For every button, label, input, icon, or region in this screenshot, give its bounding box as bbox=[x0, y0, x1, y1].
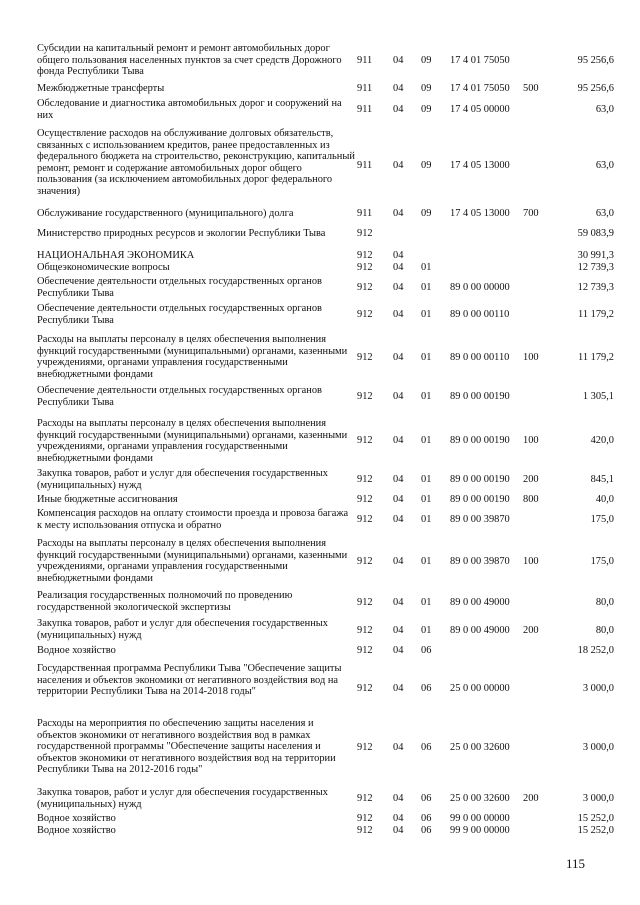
row-rz: 04 bbox=[393, 282, 404, 293]
row-csr: 89 0 00 00110 bbox=[450, 309, 510, 320]
row-rz: 04 bbox=[393, 742, 404, 753]
row-name: Осуществление расходов на обслуживание долговых обязательств, связанных с использованием кредитов, ранее предоставленных из федерального бюджета на строительство, реконструкцию, капитальный ремонт, ремонт и содержание автомобильных дорог общего пользования (за исключением автомобильных дорог федерального значения) bbox=[37, 128, 355, 197]
row-grbs: 912 bbox=[357, 514, 373, 525]
row-rz: 04 bbox=[393, 262, 404, 273]
row-name: Расходы на выплаты персоналу в целях обеспечения выполнения функций государственными (муниципальными) органами, казенными учреждениями, органами управления государственными внебюджетными фондами bbox=[37, 538, 348, 584]
row-grbs: 912 bbox=[357, 742, 373, 753]
row-sum: 12 739,3 bbox=[577, 282, 614, 293]
row-name: Водное хозяйство bbox=[37, 813, 116, 824]
row-name: Обслуживание государственного (муниципального) долга bbox=[37, 208, 294, 219]
row-csr: 17 4 05 13000 bbox=[450, 208, 510, 219]
row-csr: 25 0 00 32600 bbox=[450, 742, 510, 753]
row-grbs: 911 bbox=[357, 83, 373, 94]
row-sum: 30 991,3 bbox=[577, 250, 614, 261]
row-grbs: 912 bbox=[357, 262, 373, 273]
row-name: Субсидии на капитальный ремонт и ремонт автомобильных дорог общего пользования населенных пунктов за счет средств Дорожного фонда Республики Тыва bbox=[37, 43, 342, 77]
row-name: Расходы на мероприятия по обеспечению защиты населения и объектов экономики от негативного воздействия вод в рамках государственной программы "Обеспечение защиты населения и объектов экономики от негативного воздействия вод на территории Республики Тыва на 2012-2016 годы" bbox=[37, 718, 336, 775]
row-vr: 700 bbox=[523, 208, 539, 219]
row-grbs: 912 bbox=[357, 435, 373, 446]
row-csr: 17 4 05 00000 bbox=[450, 104, 510, 115]
row-pr: 01 bbox=[421, 625, 432, 636]
row-rz: 04 bbox=[393, 825, 404, 836]
row-pr: 09 bbox=[421, 160, 432, 171]
row-grbs: 912 bbox=[357, 228, 373, 239]
row-csr: 17 4 01 75050 bbox=[450, 55, 510, 66]
row-csr: 89 0 00 49000 bbox=[450, 625, 510, 636]
row-rz: 04 bbox=[393, 250, 404, 261]
row-csr: 89 0 00 39870 bbox=[450, 556, 510, 567]
row-grbs: 912 bbox=[357, 352, 373, 363]
row-sum: 3 000,0 bbox=[582, 683, 614, 694]
row-sum: 40,0 bbox=[595, 494, 614, 505]
row-grbs: 912 bbox=[357, 391, 373, 402]
row-sum: 845,1 bbox=[590, 474, 614, 485]
row-grbs: 912 bbox=[357, 813, 373, 824]
row-rz: 04 bbox=[393, 55, 404, 66]
row-csr: 89 0 00 00190 bbox=[450, 474, 510, 485]
row-rz: 04 bbox=[393, 793, 404, 804]
row-sum: 175,0 bbox=[590, 556, 614, 567]
row-sum: 420,0 bbox=[590, 435, 614, 446]
row-pr: 01 bbox=[421, 282, 432, 293]
row-pr: 09 bbox=[421, 83, 432, 94]
row-csr: 89 0 00 00190 bbox=[450, 391, 510, 402]
row-pr: 01 bbox=[421, 556, 432, 567]
row-pr: 01 bbox=[421, 597, 432, 608]
row-grbs: 912 bbox=[357, 282, 373, 293]
row-vr: 200 bbox=[523, 793, 539, 804]
row-grbs: 912 bbox=[357, 597, 373, 608]
row-name: Реализация государственных полномочий по проведению государственной экологической экспертизы bbox=[37, 590, 293, 613]
row-grbs: 912 bbox=[357, 250, 373, 261]
row-name: Водное хозяйство bbox=[37, 825, 116, 836]
row-vr: 100 bbox=[523, 352, 539, 363]
row-name: Общеэкономические вопросы bbox=[37, 262, 170, 273]
row-grbs: 912 bbox=[357, 645, 373, 656]
row-sum: 63,0 bbox=[595, 160, 614, 171]
row-csr: 17 4 05 13000 bbox=[450, 160, 510, 171]
row-pr: 01 bbox=[421, 309, 432, 320]
row-grbs: 912 bbox=[357, 474, 373, 485]
row-sum: 63,0 bbox=[595, 208, 614, 219]
row-pr: 06 bbox=[421, 683, 432, 694]
row-sum: 175,0 bbox=[590, 514, 614, 525]
row-name: Государственная программа Республики Тыва "Обеспечение защиты населения и объектов экономики от негативного воздействия вод на территории Республики Тыва на 2014-2018 годы" bbox=[37, 663, 342, 697]
row-sum: 3 000,0 bbox=[582, 793, 614, 804]
row-sum: 15 252,0 bbox=[577, 813, 614, 824]
row-sum: 11 179,2 bbox=[578, 352, 614, 363]
row-csr: 99 0 00 00000 bbox=[450, 813, 510, 824]
row-rz: 04 bbox=[393, 309, 404, 320]
row-vr: 100 bbox=[523, 556, 539, 567]
row-grbs: 911 bbox=[357, 208, 373, 219]
row-name: Компенсация расходов на оплату стоимости проезда и провоза багажа к месту использования отпуска и обратно bbox=[37, 508, 349, 531]
row-sum: 15 252,0 bbox=[577, 825, 614, 836]
row-rz: 04 bbox=[393, 208, 404, 219]
row-csr: 89 0 00 39870 bbox=[450, 514, 510, 525]
row-pr: 06 bbox=[421, 793, 432, 804]
row-vr: 800 bbox=[523, 494, 539, 505]
row-name: Обеспечение деятельности отдельных государственных органов Республики Тыва bbox=[37, 385, 322, 408]
row-grbs: 911 bbox=[357, 55, 373, 66]
row-name: Обеспечение деятельности отдельных государственных органов Республики Тыва bbox=[37, 303, 322, 326]
row-grbs: 912 bbox=[357, 309, 373, 320]
row-name: Иные бюджетные ассигнования bbox=[37, 494, 178, 505]
row-pr: 01 bbox=[421, 262, 432, 273]
row-rz: 04 bbox=[393, 556, 404, 567]
row-csr: 89 0 00 49000 bbox=[450, 597, 510, 608]
row-name: Межбюджетные трансферты bbox=[37, 83, 165, 94]
row-name: Расходы на выплаты персоналу в целях обеспечения выполнения функций государственными (муниципальными) органами, казенными учреждениями, органами управления государственными внебюджетными фондами bbox=[37, 334, 348, 380]
row-csr: 89 0 00 00190 bbox=[450, 435, 510, 446]
row-csr: 25 0 00 32600 bbox=[450, 793, 510, 804]
row-pr: 01 bbox=[421, 494, 432, 505]
row-grbs: 912 bbox=[357, 556, 373, 567]
row-name: Закупка товаров, работ и услуг для обеспечения государственных (муниципальных) нужд bbox=[37, 468, 328, 491]
row-rz: 04 bbox=[393, 83, 404, 94]
row-rz: 04 bbox=[393, 391, 404, 402]
row-grbs: 912 bbox=[357, 494, 373, 505]
row-name: НАЦИОНАЛЬНАЯ ЭКОНОМИКА bbox=[37, 250, 195, 261]
row-grbs: 912 bbox=[357, 825, 373, 836]
row-sum: 12 739,3 bbox=[577, 262, 614, 273]
row-sum: 63,0 bbox=[595, 104, 614, 115]
row-vr: 100 bbox=[523, 435, 539, 446]
row-pr: 06 bbox=[421, 825, 432, 836]
row-rz: 04 bbox=[393, 683, 404, 694]
row-csr: 89 0 00 00190 bbox=[450, 494, 510, 505]
row-pr: 09 bbox=[421, 208, 432, 219]
row-grbs: 911 bbox=[357, 160, 373, 171]
row-vr: 500 bbox=[523, 83, 539, 94]
row-csr: 99 9 00 00000 bbox=[450, 825, 510, 836]
row-pr: 01 bbox=[421, 391, 432, 402]
row-rz: 04 bbox=[393, 813, 404, 824]
row-grbs: 911 bbox=[357, 104, 373, 115]
row-pr: 01 bbox=[421, 514, 432, 525]
row-pr: 06 bbox=[421, 645, 432, 656]
row-grbs: 912 bbox=[357, 793, 373, 804]
row-rz: 04 bbox=[393, 160, 404, 171]
row-grbs: 912 bbox=[357, 625, 373, 636]
row-name: Расходы на выплаты персоналу в целях обеспечения выполнения функций государственными (муниципальными) органами, казенными учреждениями, органами управления государственными внебюджетными фондами bbox=[37, 418, 348, 464]
row-grbs: 912 bbox=[357, 683, 373, 694]
row-rz: 04 bbox=[393, 597, 404, 608]
row-pr: 09 bbox=[421, 104, 432, 115]
row-csr: 89 0 00 00000 bbox=[450, 282, 510, 293]
row-name: Министерство природных ресурсов и экологии Республики Тыва bbox=[37, 228, 326, 239]
row-csr: 17 4 01 75050 bbox=[450, 83, 510, 94]
row-rz: 04 bbox=[393, 625, 404, 636]
row-pr: 09 bbox=[421, 55, 432, 66]
row-sum: 95 256,6 bbox=[577, 55, 614, 66]
row-rz: 04 bbox=[393, 514, 404, 525]
row-pr: 01 bbox=[421, 474, 432, 485]
row-csr: 25 0 00 00000 bbox=[450, 683, 510, 694]
row-vr: 200 bbox=[523, 625, 539, 636]
row-sum: 80,0 bbox=[595, 625, 614, 636]
row-name: Водное хозяйство bbox=[37, 645, 116, 656]
row-rz: 04 bbox=[393, 435, 404, 446]
row-pr: 06 bbox=[421, 742, 432, 753]
row-sum: 11 179,2 bbox=[578, 309, 614, 320]
row-name: Обеспечение деятельности отдельных государственных органов Республики Тыва bbox=[37, 276, 322, 299]
page-number: 115 bbox=[566, 856, 586, 871]
row-pr: 06 bbox=[421, 813, 432, 824]
row-sum: 80,0 bbox=[595, 597, 614, 608]
row-rz: 04 bbox=[393, 104, 404, 115]
row-rz: 04 bbox=[393, 645, 404, 656]
row-sum: 3 000,0 bbox=[582, 742, 614, 753]
row-sum: 18 252,0 bbox=[577, 645, 614, 656]
row-csr: 89 0 00 00110 bbox=[450, 352, 510, 363]
row-sum: 1 305,1 bbox=[582, 391, 614, 402]
row-rz: 04 bbox=[393, 474, 404, 485]
row-sum: 95 256,6 bbox=[577, 83, 614, 94]
row-sum: 59 083,9 bbox=[577, 228, 614, 239]
row-pr: 01 bbox=[421, 352, 432, 363]
row-name: Обследование и диагностика автомобильных дорог и сооружений на них bbox=[37, 98, 342, 121]
row-rz: 04 bbox=[393, 352, 404, 363]
row-vr: 200 bbox=[523, 474, 539, 485]
row-rz: 04 bbox=[393, 494, 404, 505]
row-name: Закупка товаров, работ и услуг для обеспечения государственных (муниципальных) нужд bbox=[37, 787, 328, 810]
row-name: Закупка товаров, работ и услуг для обеспечения государственных (муниципальных) нужд bbox=[37, 618, 328, 641]
row-pr: 01 bbox=[421, 435, 432, 446]
